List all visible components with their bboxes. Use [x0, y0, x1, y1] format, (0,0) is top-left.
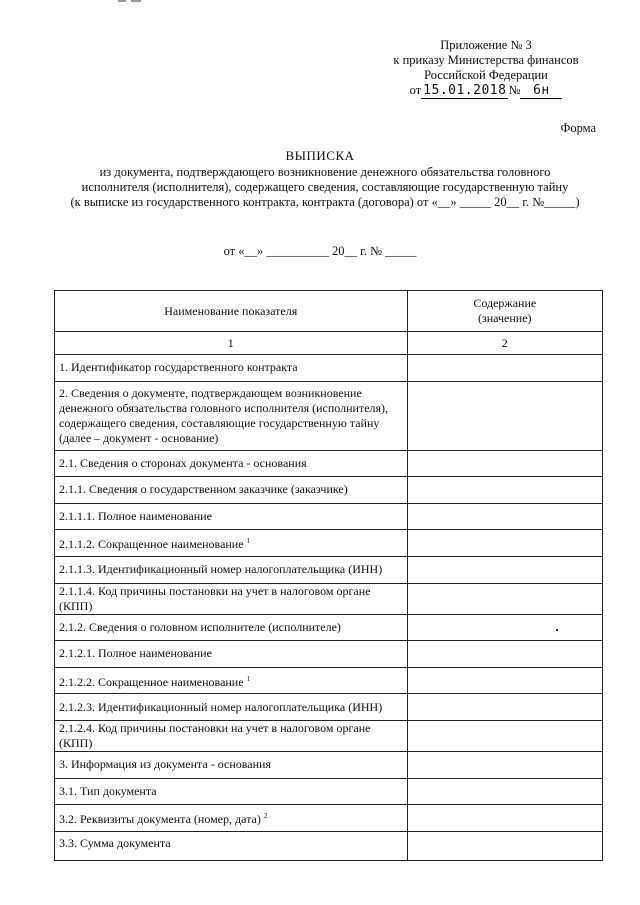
table-number-row	[55, 332, 603, 355]
table-row	[55, 778, 603, 805]
indicator-name-cell	[55, 381, 408, 450]
appendix-line3: Российской Федерации	[424, 68, 548, 82]
value-cell	[407, 641, 602, 668]
indicator-name-cell	[55, 641, 408, 668]
appendix-block	[360, 38, 612, 99]
appendix-line1: Приложение № 3	[440, 38, 532, 52]
value-cell	[407, 778, 602, 805]
subtitle-line3: (к выписке из государственного контракта, контракта (договора) от «__» _____ 20__ г. №_____)	[70, 195, 580, 209]
value-cell	[407, 751, 602, 778]
indicator-name-cell	[55, 805, 408, 832]
indicator-name-cell	[55, 778, 408, 805]
value-cell	[407, 381, 602, 450]
indicator-name: 3. Информация из документа - основания	[59, 757, 271, 772]
date-number-line: от «__» __________ 20__ г. № _____	[223, 244, 417, 258]
scan-speck	[556, 629, 558, 631]
indicator-name: 2.1.2.1. Полное наименование	[59, 646, 212, 661]
order-no-label: №	[508, 83, 521, 97]
indicator-name-cell	[55, 720, 408, 751]
indicator-name-cell	[55, 450, 408, 477]
value-cell	[407, 720, 602, 751]
document-subtitle	[40, 165, 610, 210]
column-number-1: 1	[55, 332, 408, 355]
indicator-name: 2.1.1.3. Идентификационный номер налогоплательщика (ИНН)	[59, 562, 383, 577]
value-cell	[407, 667, 602, 694]
table-header-row	[55, 291, 603, 332]
table-row	[55, 614, 603, 641]
table-row	[55, 477, 603, 504]
indicator-name-cell	[55, 583, 408, 614]
value-cell	[407, 355, 602, 382]
indicator-name: 2.1.2.2. Сокращенное наименование	[59, 674, 244, 689]
indicator-name-cell	[55, 477, 408, 504]
indicator-name-cell	[55, 355, 408, 382]
value-cell	[407, 556, 602, 583]
value-cell	[407, 694, 602, 721]
indicator-name: 2.1.2.4. Код причины постановки на учет в налоговом органе (КПП)	[59, 720, 371, 750]
indicator-name: 1. Идентификатор государственного контракта	[59, 360, 298, 375]
indicator-name-cell	[55, 503, 408, 530]
value-cell	[407, 477, 602, 504]
indicator-name-cell	[55, 694, 408, 721]
indicator-name-cell	[55, 556, 408, 583]
subtitle-line1: из документа, подтверждающего возникновение денежного обязательства головного	[99, 165, 551, 179]
value-cell	[407, 805, 602, 832]
column-number-2: 2	[407, 332, 602, 355]
footnote-marker: 2	[263, 811, 268, 820]
value-cell	[407, 530, 602, 557]
table-row	[55, 503, 603, 530]
table-row	[55, 805, 603, 832]
scan-mark	[118, 0, 126, 2]
footnote-marker: 1	[246, 674, 251, 683]
indicator-name: 2.1.1.4. Код причины постановки на учет в налоговом органе (КПП)	[59, 583, 371, 613]
table-row	[55, 641, 603, 668]
value-cell	[407, 503, 602, 530]
table-row	[55, 355, 603, 382]
table-row	[55, 450, 603, 477]
indicator-table	[54, 290, 603, 861]
value-cell	[407, 450, 602, 477]
indicator-name: 2.1.2. Сведения о головном исполнителе (исполнителе)	[59, 619, 341, 634]
table-row	[55, 530, 603, 557]
table-row	[55, 694, 603, 721]
indicator-name-cell	[55, 667, 408, 694]
indicator-name: 3.2. Реквизиты документа (номер, дата)	[59, 811, 261, 826]
table-row	[55, 583, 603, 614]
header-indicator-name: Наименование показателя	[55, 291, 408, 332]
table-row	[55, 667, 603, 694]
indicator-name: 2.1.1. Сведения о государственном заказчике (заказчике)	[59, 482, 348, 497]
indicator-name: 3.3. Сумма документа	[59, 835, 171, 850]
table-row	[55, 381, 603, 450]
subtitle-line2: исполнителя (исполнителя), содержащего сведения, составляющие государственную тайну	[81, 180, 569, 194]
table-row	[55, 831, 603, 860]
indicator-name: 2.1.1.2. Сокращенное наименование	[59, 537, 244, 552]
order-date: 15.01.2018	[423, 83, 507, 98]
value-cell	[407, 614, 602, 641]
indicator-name-cell	[55, 831, 408, 860]
table-row	[55, 720, 603, 751]
indicator-name-cell	[55, 614, 408, 641]
header-content-line1: Содержание	[473, 296, 537, 310]
indicator-name-cell	[55, 530, 408, 557]
value-cell	[407, 583, 602, 614]
scan-mark	[131, 0, 141, 2]
order-number: 6н	[520, 83, 562, 99]
header-content-value	[407, 291, 602, 332]
order-prefix: от	[409, 83, 422, 97]
appendix-line2: к приказу Министерства финансов	[393, 53, 579, 67]
value-cell	[407, 831, 602, 860]
form-label: Форма	[560, 121, 596, 135]
document-title: ВЫПИСКА	[285, 148, 355, 163]
indicator-name-cell	[55, 751, 408, 778]
header-content-line2: (значение)	[478, 311, 532, 325]
indicator-name: 2.1. Сведения о сторонах документа - основания	[59, 455, 307, 470]
footnote-marker: 1	[246, 537, 251, 546]
indicator-name: 2. Сведения о документе, подтверждающем возникновение денежного обязательства головного исполнителя (исполнителя), содержащего сведения, составляющие государственную тайну (далее – документ - основание)	[59, 385, 389, 445]
order-line	[360, 83, 612, 99]
indicator-name: 2.1.2.3. Идентификационный номер налогоплательщика (ИНН)	[59, 699, 383, 714]
indicator-name: 3.1. Тип документа	[59, 783, 157, 798]
table-row	[55, 751, 603, 778]
table-row	[55, 556, 603, 583]
indicator-name: 2.1.1.1. Полное наименование	[59, 509, 212, 524]
